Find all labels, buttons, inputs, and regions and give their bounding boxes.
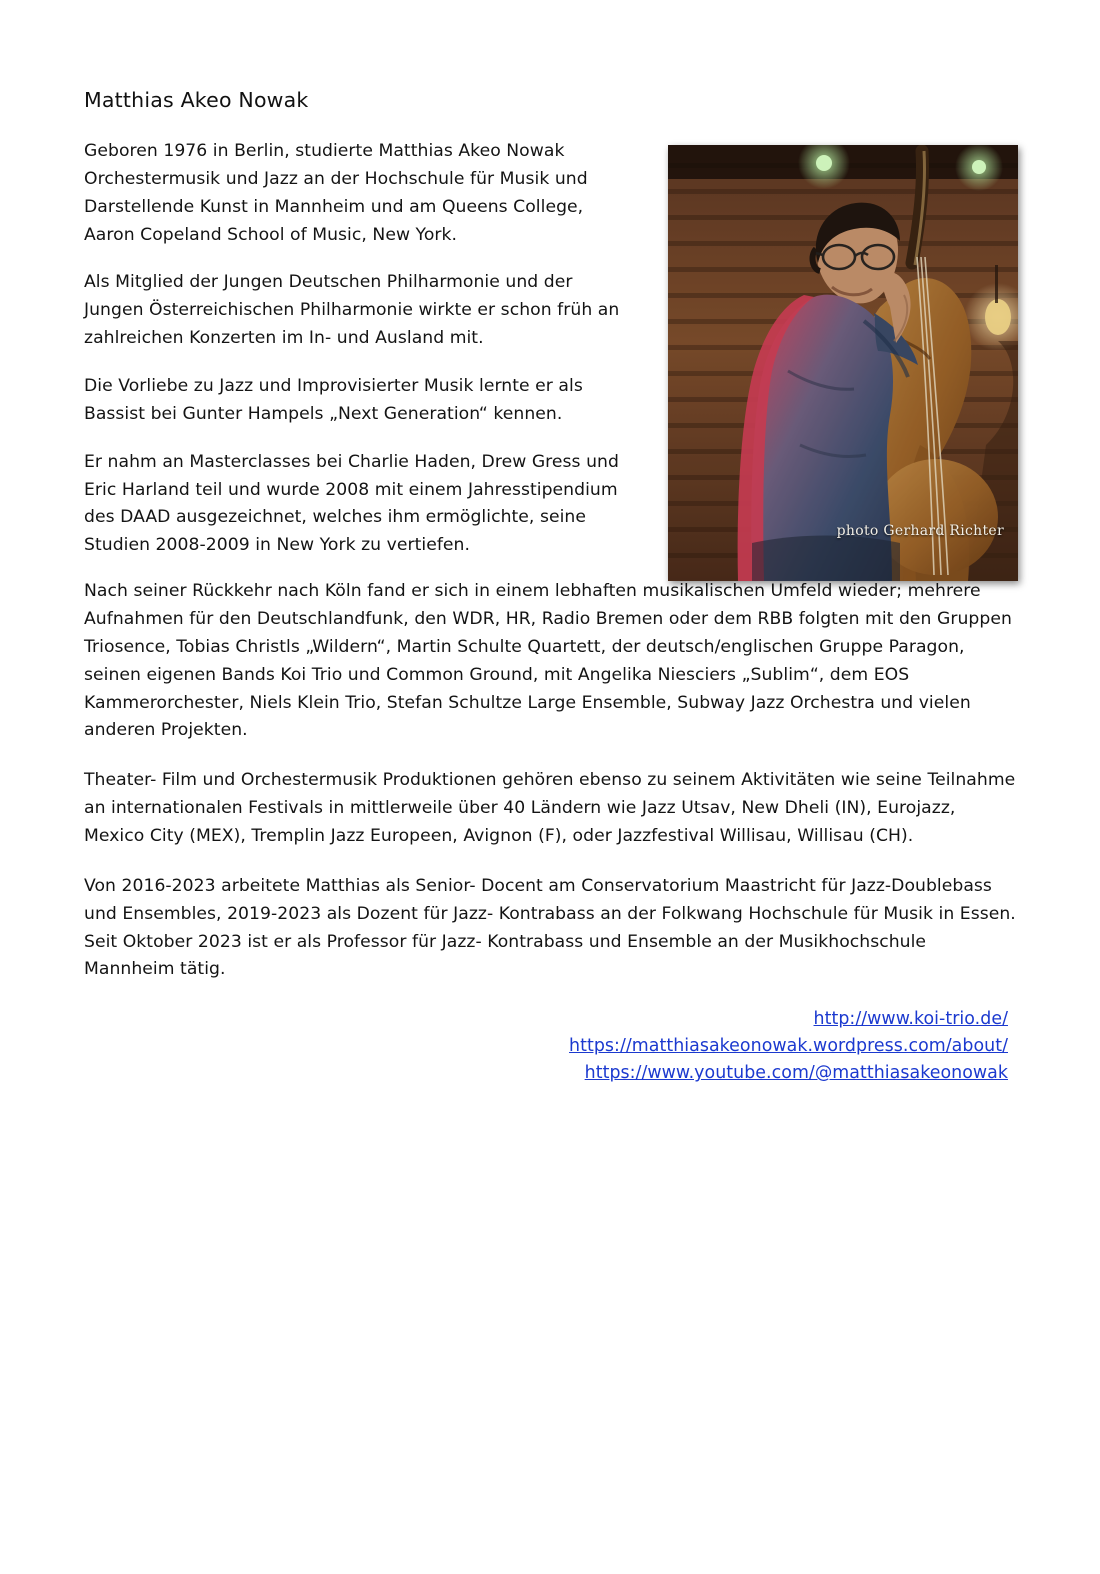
paragraph-intro-4: Er nahm an Masterclasses bei Charlie Haden, Drew Gress und Eric Harland teil und wurde 2008 mit einem Jahresstipendium des DAAD ausgezeichnet, welches ihm ermöglichte, seine Studien 2008-2009 in New York zu vertiefen.: [84, 451, 619, 556]
page-title: Matthias Akeo Nowak: [84, 88, 309, 112]
paragraph-wide-1: Nach seiner Rückkehr nach Köln fand er sich in einem lebhaften musikalischen Umfeld wieder; mehrere Aufnahmen für den Deutschlandfunk, den WDR, HR, Radio Bremen oder dem RBB folgten mit den Gruppen Triosence, Tobias Christls „Wildern“, Martin Schulte Quartett, der deutsch/englischen Gruppe Paragon, seinen eigenen Bands Koi Trio und Common Ground, mit Angelika Niesciers „Sublim“, dem EOS Kammerorchester, Niels Klein Trio, Stefan Schultze Large Ensemble, Subway Jazz Orchestra und vielen anderen Projekten.: [84, 581, 1012, 741]
link-koi-trio[interactable]: http://www.koi-trio.de/: [813, 1009, 1008, 1030]
paragraph-wide-3: Von 2016-2023 arbeitete Matthias als Senior- Docent am Conservatorium Maastricht für Jazz-Doublebass und Ensembles, 2019-2023 als Dozent für Jazz- Kontrabass an der Folkwang Hochschule für Musik in Essen. Seit Oktober 2023 ist er als Professor für Jazz- Kontrabass und Ensemble an der Musikhochschule Mannheim tätig.: [84, 875, 1016, 980]
paragraph-intro-2: Als Mitglied der Jungen Deutschen Philharmonie und der Jungen Österreichischen Philharmonie wirkte er schon früh an zahlreichen Konzerten im In- und Ausland mit.: [84, 272, 620, 349]
portrait-photo: [668, 145, 1018, 581]
intro-text-column: [84, 138, 629, 560]
link-list: [84, 1006, 1016, 1087]
link-wordpress-about[interactable]: https://matthiasakeonowak.wordpress.com/about/: [569, 1036, 1008, 1057]
paragraph-intro-1: Geboren 1976 in Berlin, studierte Matthias Akeo Nowak Orchestermusik und Jazz an der Hochschule für Musik und Darstellende Kunst in Mannheim und am Queens College, Aaron Copeland School of Music, New York.: [84, 141, 588, 245]
main-text-block: [84, 560, 1016, 1087]
double-bass-player-image: [668, 145, 1018, 581]
link-youtube-channel[interactable]: https://www.youtube.com/@matthiasakeonowak: [584, 1063, 1008, 1084]
paragraph-wide-2: Theater- Film und Orchestermusik Produktionen gehören ebenso zu seinem Aktivitäten wie seine Teilnahme an internationalen Festivals in mittlerweile über 40 Ländern wie Jazz Utsav, New Dheli (IN), Eurojazz, Mexico City (MEX), Tremplin Jazz Europeen, Avignon (F), oder Jazzfestival Willisau, Willisau (CH).: [84, 770, 1016, 847]
paragraph-intro-3: Die Vorliebe zu Jazz und Improvisierter Musik lernte er als Bassist bei Gunter Hampels „Next Generation“ kennen.: [84, 376, 583, 424]
photo-credit: photo Gerhard Richter: [836, 523, 1004, 539]
